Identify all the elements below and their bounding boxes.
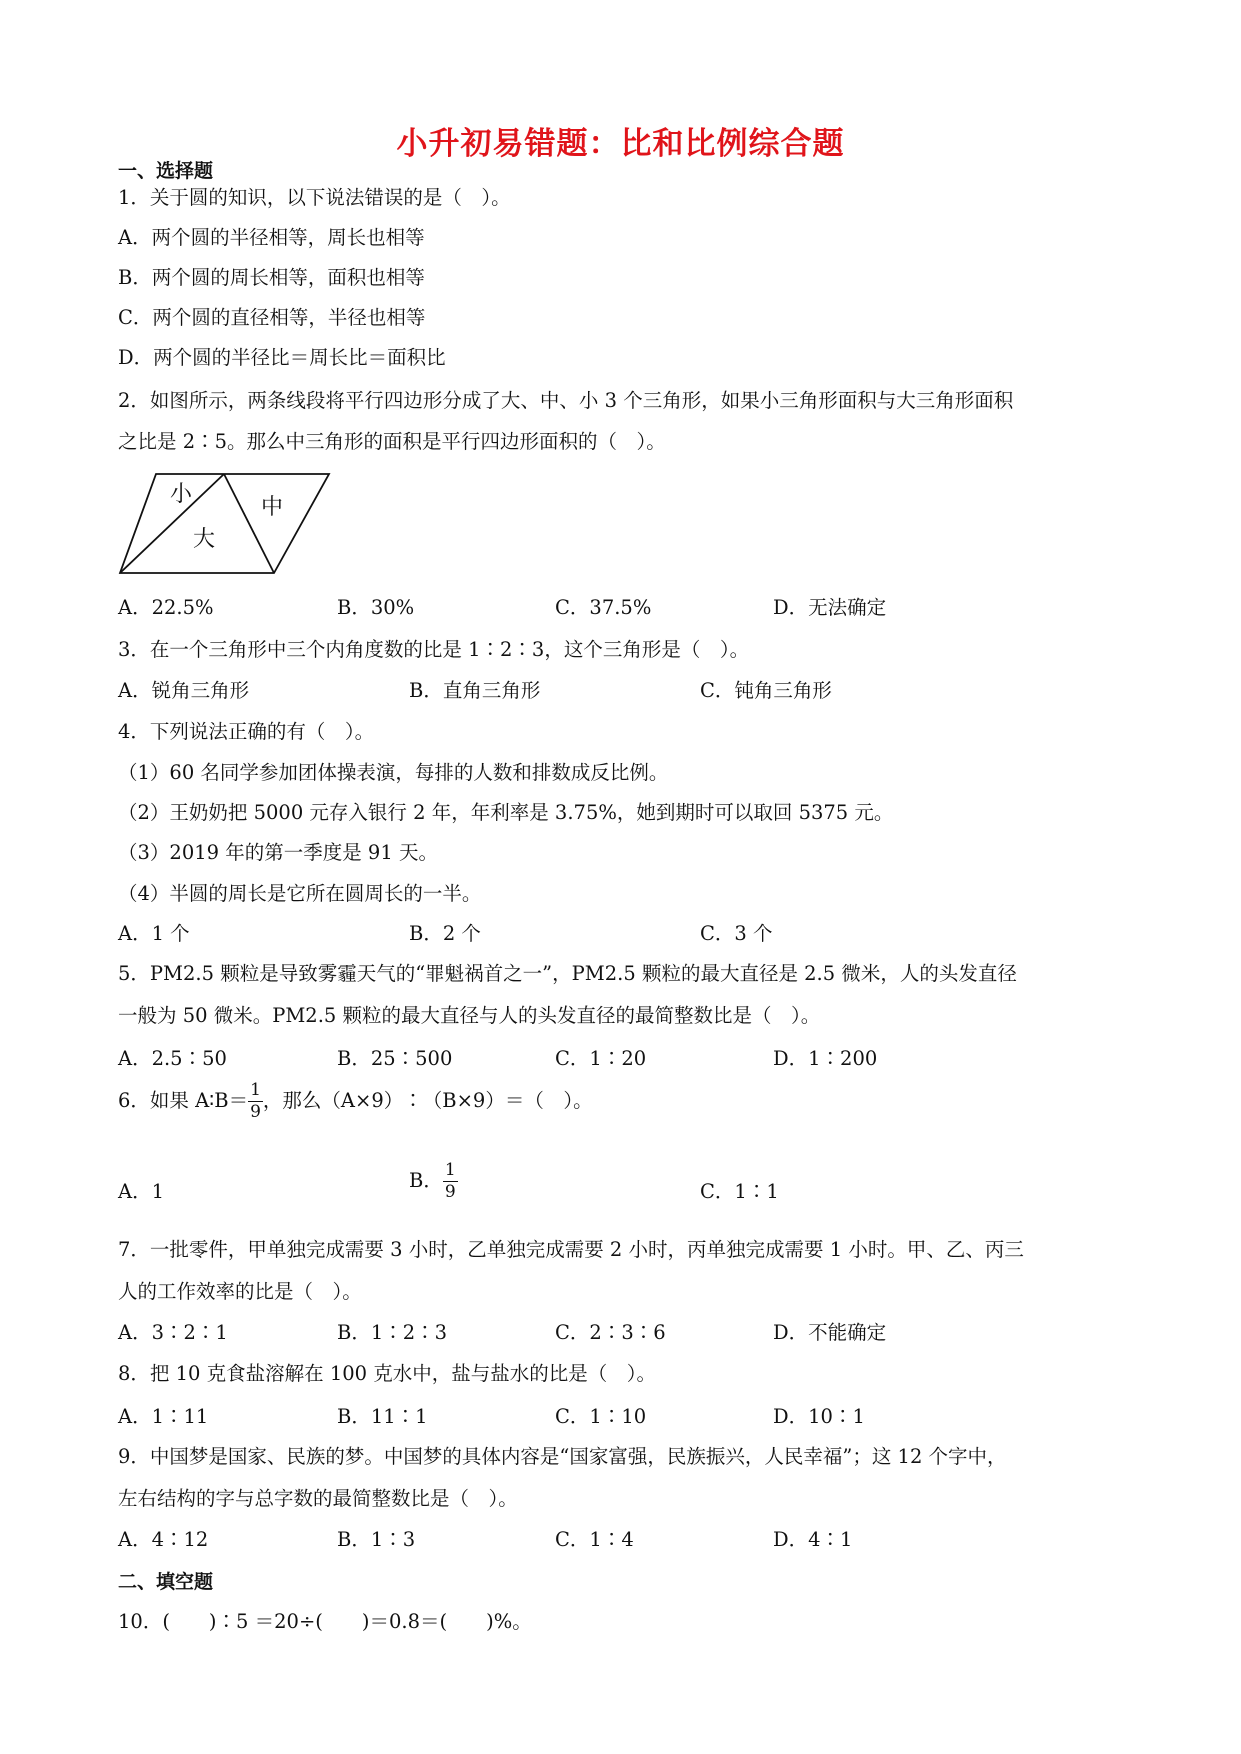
question-1-option-c: C．两个圆的直径相等，半径也相等 [118, 306, 426, 329]
question-7-option-c: C．2∶3∶6 [555, 1321, 666, 1344]
figure-label-medium: 中 [261, 495, 284, 520]
question-4-statement-1: （1）60 名同学参加团体操表演，每排的人数和排数成反比例。 [118, 761, 669, 784]
question-8-option-a: A．1∶11 [118, 1405, 209, 1428]
question-5-option-a: A．2.5∶50 [118, 1047, 227, 1070]
fraction-numerator: 1 [250, 1080, 261, 1100]
figure-label-small: 小 [170, 482, 193, 507]
question-5-stem-line1: 5．PM2.5 颗粒是导致雾霾天气的“罪魁祸首之一”，PM2.5 颗粒的最大直径是 2.5 微米，人的头发直径 [118, 962, 1017, 985]
question-8-option-c: C．1∶10 [555, 1405, 647, 1428]
question-2-option-b: B．30% [337, 596, 415, 619]
question-3-option-b: B．直角三角形 [409, 679, 541, 702]
section-heading-choice: 一、选择题 [118, 160, 214, 182]
question-9-stem-line1: 9．中国梦是国家、民族的梦。中国梦的具体内容是“国家富强，民族振兴，人民幸福”；这 12 个字中， [118, 1445, 1007, 1468]
page-title: 小升初易错题：比和比例综合题 [396, 126, 845, 162]
question-4-option-b: B．2 个 [409, 922, 481, 945]
question-6-option-b [409, 1162, 458, 1201]
question-6-fraction [248, 1082, 263, 1121]
question-6-option-c: C．1∶1 [700, 1180, 779, 1203]
fraction-denominator: 9 [444, 1182, 456, 1202]
fraction-numerator: 1 [444, 1160, 456, 1180]
question-7-option-a: A．3∶2∶1 [118, 1321, 228, 1344]
question-4-option-a: A．1 个 [118, 922, 190, 945]
parallelogram-figure [118, 470, 338, 576]
fraction-denominator: 9 [250, 1102, 261, 1122]
question-4-stem: 4．下列说法正确的有（ ）。 [118, 720, 375, 743]
question-2-option-a: A．22.5% [118, 596, 214, 619]
question-7-option-b: B．1∶2∶3 [337, 1321, 448, 1344]
question-7-stem-line1: 7．一批零件，甲单独完成需要 3 小时，乙单独完成需要 2 小时，丙单独完成需要 1 小时。甲、乙、丙三 [118, 1238, 1024, 1261]
question-5-option-c: C．1∶20 [555, 1047, 647, 1070]
question-6-stem-post: ，那么（A×9）∶（B×9）＝（ ）。 [262, 1089, 593, 1112]
question-6-option-b-prefix: B． [409, 1169, 443, 1192]
question-7-stem-line2: 人的工作效率的比是（ ）。 [118, 1280, 362, 1303]
question-2-stem-line1: 2．如图所示，两条线段将平行四边形分成了大、中、小 3 个三角形，如果小三角形面积与大三角形面积 [118, 389, 1014, 412]
question-2-option-c: C．37.5% [555, 596, 652, 619]
question-1-option-a: A．两个圆的半径相等，周长也相等 [118, 226, 425, 249]
question-9-option-b: B．1∶3 [337, 1528, 416, 1551]
figure-label-large: 大 [193, 527, 216, 552]
question-2-stem-line2: 之比是 2∶5。那么中三角形的面积是平行四边形面积的（ ）。 [118, 430, 666, 453]
question-4-statement-3: （3）2019 年的第一季度是 91 天。 [118, 841, 438, 864]
question-1-option-d: D．两个圆的半径比＝周长比＝面积比 [118, 346, 446, 369]
section-heading-fill: 二、填空题 [118, 1571, 214, 1593]
question-1-option-b: B．两个圆的周长相等，面积也相等 [118, 266, 425, 289]
question-6-option-b-fraction [443, 1162, 458, 1201]
question-9-option-a: A．4∶12 [118, 1528, 209, 1551]
question-9-option-d: D．4∶1 [773, 1528, 853, 1551]
question-1-stem: 1．关于圆的知识，以下说法错误的是（ ）。 [118, 186, 511, 209]
question-2-option-d: D．无法确定 [773, 596, 887, 619]
question-5-stem-line2: 一般为 50 微米。PM2.5 颗粒的最大直径与人的头发直径的最简整数比是（ ）。 [118, 1004, 821, 1027]
question-4-statement-4: （4）半圆的周长是它所在圆周长的一半。 [118, 882, 482, 905]
question-9-stem-line2: 左右结构的字与总字数的最简整数比是（ ）。 [118, 1487, 518, 1510]
question-4-option-c: C．3 个 [700, 922, 773, 945]
question-6-option-a: A．1 [118, 1180, 164, 1203]
question-7-option-d: D．不能确定 [773, 1321, 887, 1344]
question-6-stem [118, 1082, 593, 1121]
question-6-stem-pre: 6．如果 A∶B＝ [118, 1089, 249, 1112]
question-8-option-b: B．11∶1 [337, 1405, 428, 1428]
question-8-option-d: D．10∶1 [773, 1405, 865, 1428]
question-3-stem: 3．在一个三角形中三个内角度数的比是 1∶2∶3，这个三角形是（ ）。 [118, 638, 750, 661]
question-3-option-c: C．钝角三角形 [700, 679, 832, 702]
question-10-stem: 10．( )∶5 ＝20÷( )＝0.8＝( )%。 [118, 1610, 532, 1633]
question-5-option-d: D．1∶200 [773, 1047, 878, 1070]
question-5-option-b: B．25∶500 [337, 1047, 453, 1070]
question-3-option-a: A．锐角三角形 [118, 679, 250, 702]
question-4-statement-2: （2）王奶奶把 5000 元存入银行 2 年，年利率是 3.75%，她到期时可以取回 5375 元。 [118, 801, 894, 824]
question-8-stem: 8．把 10 克食盐溶解在 100 克水中，盐与盐水的比是（ ）。 [118, 1362, 656, 1385]
question-9-option-c: C．1∶4 [555, 1528, 634, 1551]
